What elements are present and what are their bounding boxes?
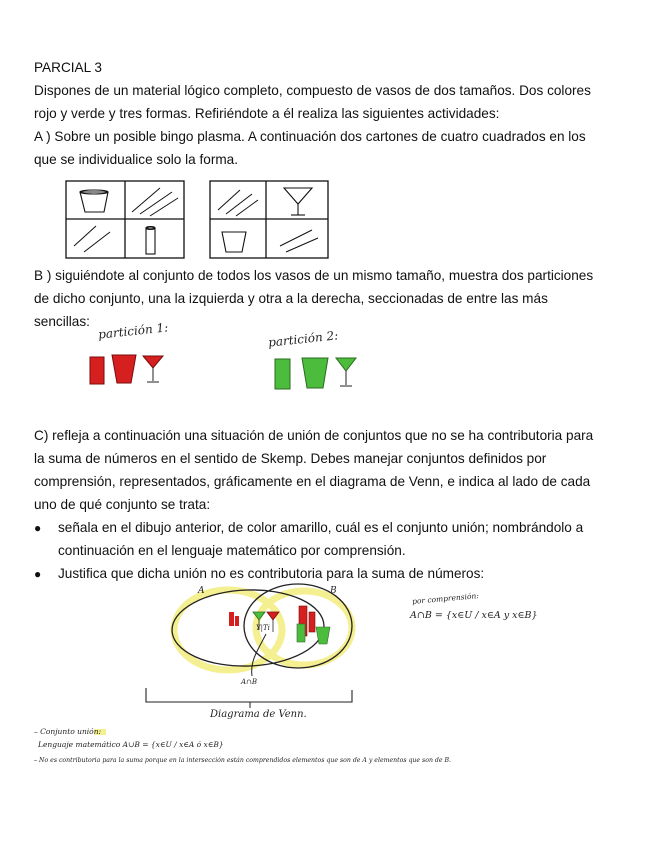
intro-line-2: rojo y verde y tres formas. Refiriéndote a él realiza las siguientes actividades: bbox=[34, 106, 500, 121]
intersection-formula: A∩B = {x∈U / x∈A y x∈B} bbox=[410, 610, 538, 621]
part-a-line-1: A ) Sobre un posible bingo plasma. A continuación dos cartones de cuatro cuadrados en los bbox=[34, 129, 586, 144]
bullet-1-line-2: continuación en el lenguaje matemático por comprensión. bbox=[58, 543, 406, 558]
bullet-2-line: Justifica que dicha unión no es contributoria para la suma de números: bbox=[58, 566, 485, 581]
particion-1-label: partición 1: bbox=[97, 320, 169, 342]
bullet-1-glyph: ● bbox=[34, 521, 42, 535]
bullet-1-line-1: señala en el dibujo anterior, de color amarillo, cuál es el conjunto unión; nombrándolo a bbox=[58, 520, 584, 535]
diagram-caption: Diagrama de Venn. bbox=[210, 709, 307, 720]
note-union: – Conjunto unión: bbox=[34, 727, 102, 736]
heading: PARCIAL 3 bbox=[34, 60, 102, 75]
venn-label-a: A bbox=[198, 586, 205, 596]
part-c-line-4: uno de qué conjunto se trata: bbox=[34, 497, 211, 512]
part-b-line-3: sencillas: bbox=[34, 314, 90, 329]
part-a-line-2: que se individualice solo la forma. bbox=[34, 152, 239, 167]
venn-label-b: B bbox=[330, 586, 337, 596]
part-b-line-2: de dicho conjunto, una la izquierda y otra a la derecha, seccionadas de entre las más bbox=[34, 291, 548, 306]
bullet-2-glyph: ● bbox=[34, 567, 42, 581]
note-not-contributory: – No es contributoria para la suma porque en la intersección están comprendidos elementos que son de A y elementos que son de B. bbox=[34, 757, 452, 764]
part-c-line-1: C) refleja a continuación una situación de unión de conjuntos que no se ha contributoria para bbox=[34, 428, 594, 443]
por-comprension-label: por comprensión: bbox=[411, 591, 480, 606]
intro-line-1: Dispones de un material lógico completo, compuesto de vasos de dos tamaños. Dos colores bbox=[34, 83, 591, 98]
note-language: Lenguaje matemático A∪B = {x∈U / x∈A ó x∈B} bbox=[38, 740, 224, 749]
venn-inner-mark: Y|Ti bbox=[256, 624, 270, 632]
part-b-line-1: B ) siguiéndote al conjunto de todos los vasos de un mismo tamaño, muestra dos particiones bbox=[34, 268, 594, 283]
intersection-label: A∩B bbox=[241, 678, 258, 686]
part-c-line-3: comprensión, representados, gráficamente en el diagrama de Venn, e indica al lado de cada bbox=[34, 474, 591, 489]
part-c-line-2: la suma de números en el sentido de Skemp. Debes manejar conjuntos definidos por bbox=[34, 451, 547, 466]
particion-2-label: partición 2: bbox=[267, 328, 339, 350]
